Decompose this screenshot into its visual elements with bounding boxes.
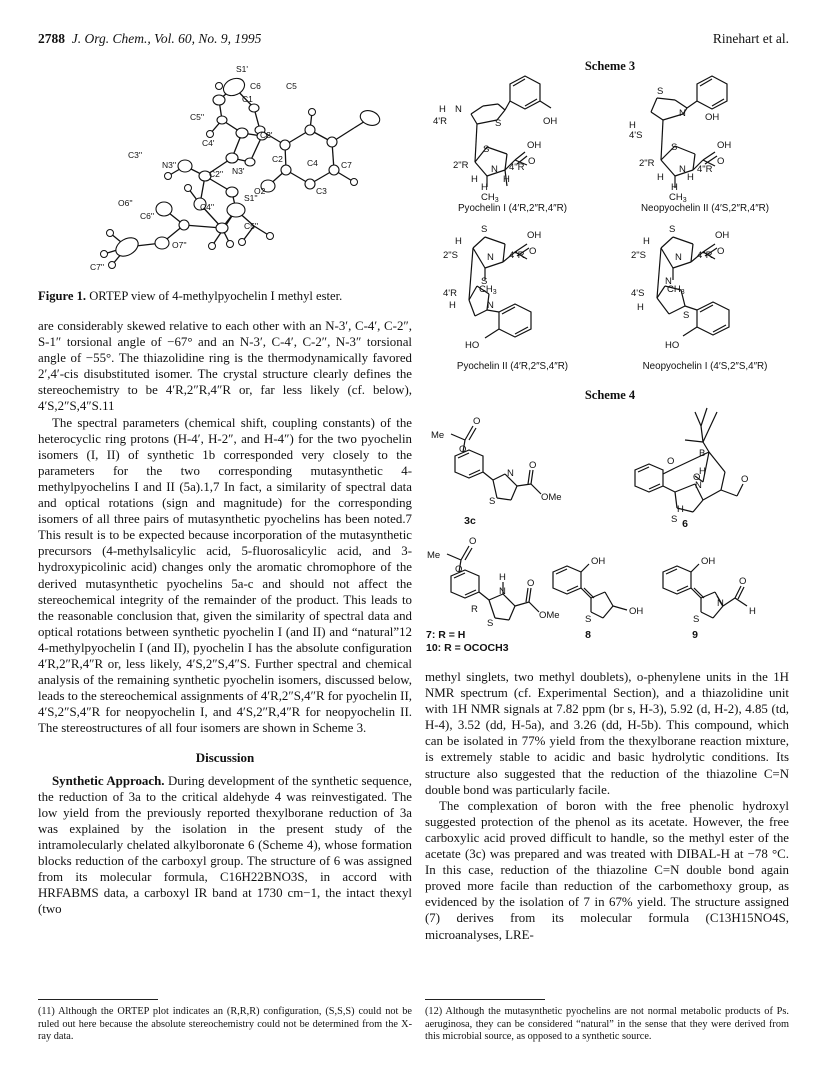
svg-text:S: S (487, 618, 494, 629)
figure-caption-text: ORTEP view of 4-methylpyochelin I methyl ester. (89, 289, 343, 303)
svg-text:CH3: $CH_3$ (669, 192, 687, 204)
svg-text:OH: OH (543, 116, 558, 127)
svg-text:H: H (637, 302, 644, 313)
svg-text:H: H (629, 120, 636, 131)
journal-citation: J. Org. Chem., Vol. 60, No. 9, 1995 (71, 31, 262, 46)
svg-text:4"R: 4"R (697, 250, 713, 261)
svg-text:OH: OH (717, 140, 732, 151)
svg-text:N: N (491, 164, 498, 175)
scheme4-title: Scheme 4 (584, 388, 636, 402)
svg-text:O: O (693, 472, 701, 483)
svg-text:S: S (657, 86, 664, 97)
svg-text:CH3: $CH_3$ (667, 284, 685, 296)
svg-text:H: H (471, 174, 478, 185)
compound-9-label: 9 (692, 629, 698, 641)
svg-text:4'S: 4'S (631, 288, 645, 299)
svg-text:O: O (717, 156, 725, 167)
svg-text:N: N (665, 276, 672, 287)
svg-text:O7'': O7'' (172, 240, 187, 250)
svg-text:CH3: $CH_3$ (479, 284, 497, 296)
compound-8-label: 8 (585, 629, 591, 641)
svg-text:C1: C1 (242, 94, 253, 104)
svg-text:2"S: 2"S (443, 250, 458, 261)
svg-text:R: R (471, 604, 478, 615)
svg-text:C7'': C7'' (90, 262, 105, 272)
svg-text:O: O (739, 576, 747, 587)
svg-text:4"R: 4"R (509, 250, 525, 261)
svg-text:N: N (507, 468, 514, 479)
left-paragraph-1: are considerably skewed relative to each other with an N-3′, C-4′, C-2″, S-1″ torsional angle of −67° and an N-3′, C-4′, C-2″, N-3″ torsional angle of −55°. The thiazolidine ring is the thermodynamically favored 2′,4′-cis disubstituted isomer. The crystal structure clearly defines the stereochemistry to be 4′R,2″R,4″R or, far less likely (cf. below), 4′S,2″S,4″S.11 (38, 319, 412, 414)
svg-text:N: N (487, 300, 494, 311)
figure-caption-label: Figure 1. (38, 289, 87, 303)
svg-text:CH3: $CH_3$ (481, 192, 499, 204)
svg-text:O: O (527, 578, 535, 589)
scheme3-title: Scheme 3 (584, 59, 636, 73)
svg-text:C3'': C3'' (128, 150, 143, 160)
svg-text:N: N (695, 480, 702, 491)
svg-text:N: N (487, 252, 494, 263)
svg-text:OH: OH (629, 606, 644, 617)
synthetic-approach-runin: Synthetic Approach. (52, 773, 165, 788)
svg-text:Me: Me (427, 550, 441, 561)
running-header-left (38, 31, 261, 47)
discussion-heading: Discussion (195, 750, 255, 766)
svg-text:C5'': C5'' (190, 112, 205, 122)
svg-text:N: N (675, 252, 682, 263)
svg-text:H: H (449, 300, 456, 311)
running-header-authors: Rinehart et al. (712, 31, 789, 46)
svg-text:S: S (483, 144, 490, 155)
right-paragraph-2: The complexation of boron with the free phenolic hydroxyl suggested protection of the phenol as its acetate. However, the free carboxylic acid proved difficult to handle, so the methyl ester of the acetate (3c) was prepared and was treated with DIBAL-H at −78 °C. In this case, reduction of the thiazoline C=N double bond again proved more facile than reduction of the carbomethoxy group, as evidenced by the isolation of 7 in 67% yield. The structure assigned (7) derives from its molecular formula (C13H15NO4S, microanalyses, LRE- (425, 798, 789, 942)
svg-text:S: S (669, 224, 676, 235)
svg-text:4'S: 4'S (629, 130, 643, 141)
svg-text:C5: C5 (286, 81, 297, 91)
scheme3-label-pyochelin-i: Pyochelin I (4′R,2″R,4″R) (458, 203, 567, 214)
svg-text:O: O (667, 456, 675, 467)
svg-text:B: B (699, 448, 706, 459)
svg-text:H: H (657, 172, 664, 183)
svg-text:H: H (643, 236, 650, 247)
svg-text:N: N (717, 598, 724, 609)
svg-text:HO: HO (465, 340, 480, 351)
svg-text:O: O (455, 564, 463, 575)
svg-text:S: S (671, 142, 678, 153)
compound-3c-label: 3c (464, 515, 476, 527)
svg-text:C2'': C2'' (209, 169, 224, 179)
svg-text:C4': C4' (202, 138, 215, 148)
svg-text:S: S (693, 614, 700, 625)
svg-text:OH: OH (527, 230, 542, 241)
svg-text:H: H (749, 606, 756, 617)
svg-text:C2': C2' (260, 130, 273, 140)
svg-text:C7: C7 (341, 160, 352, 170)
svg-text:4"R: 4"R (509, 162, 525, 173)
svg-text:C4: C4 (307, 158, 318, 168)
scheme3-structures (425, 72, 795, 382)
footnote-12: (12) Although the mutasynthetic pyochelins are not normal metabolic products of Ps. aeruginosa, they can be considered “natural” in the sense that they were derived from this microbial source, as opposed to a synthetic source. (425, 1006, 789, 1043)
svg-text:4'R: 4'R (443, 288, 457, 299)
footnote-11: (11) Although the ORTEP plot indicates an (R,R,R) configuration, (S,S,S) could not be ruled out here because the absolute stereochemistry could not be determined from the X-ray data. (38, 1006, 412, 1043)
svg-text:H: H (687, 172, 694, 183)
svg-text:C6'': C6'' (140, 211, 155, 221)
svg-text:O6'': O6'' (118, 198, 133, 208)
svg-text:S1': S1' (236, 64, 249, 74)
svg-text:O: O (528, 156, 536, 167)
svg-text:H: H (439, 104, 446, 115)
compound-10-label: 10: R = OCOCH3 (426, 642, 509, 654)
svg-text:N: N (455, 104, 462, 115)
svg-text:Me: Me (431, 430, 445, 441)
ortep-figure (72, 58, 402, 280)
compound-6-label: 6 (682, 518, 688, 530)
svg-text:O: O (529, 460, 537, 471)
svg-text:O: O (459, 444, 467, 455)
svg-text:O: O (469, 536, 477, 547)
left-column (38, 318, 412, 917)
footnote-rule-right (425, 999, 545, 1000)
scheme3-label-neopyochelin-ii: Neopyochelin II (4′S,2″R,4″R) (640, 203, 770, 214)
svg-text:4"R: 4"R (697, 164, 713, 175)
scheme3-label-neopyochelin-i: Neopyochelin I (4′S,2″S,4″R) (642, 361, 768, 372)
svg-text:H: H (455, 236, 462, 247)
svg-text:C3: C3 (316, 186, 327, 196)
svg-text:H: H (671, 182, 678, 193)
svg-text:O2: O2 (254, 186, 266, 196)
right-column (425, 669, 789, 943)
svg-text:OMe: OMe (541, 492, 562, 503)
svg-text:O: O (717, 246, 725, 257)
svg-text:S: S (585, 614, 592, 625)
svg-text:4'R: 4'R (433, 116, 447, 127)
svg-text:S: S (481, 224, 488, 235)
svg-text:H: H (699, 466, 706, 477)
compound-7-label: 7: R = H (426, 629, 466, 641)
svg-text:N: N (679, 164, 686, 175)
svg-text:S: S (489, 496, 496, 507)
svg-text:S1'': S1'' (244, 193, 258, 203)
svg-text:OH: OH (591, 556, 606, 567)
scheme3-label-pyochelin-ii: Pyochelin II (4′R,2″S,4″R) (456, 361, 569, 372)
svg-text:O: O (529, 246, 537, 257)
svg-text:S: S (495, 118, 502, 129)
svg-text:H: H (503, 174, 510, 185)
svg-text:H: H (481, 182, 488, 193)
svg-text:OH: OH (527, 140, 542, 151)
svg-text:N: N (499, 586, 506, 597)
svg-text:S: S (481, 276, 488, 287)
svg-text:HO: HO (665, 340, 680, 351)
svg-text:2"R: 2"R (453, 160, 469, 171)
svg-text:H: H (677, 504, 684, 515)
svg-text:S: S (683, 310, 690, 321)
figure-caption (38, 288, 412, 304)
svg-text:OH: OH (705, 112, 720, 123)
svg-text:C6: C6 (250, 81, 261, 91)
right-paragraph-1: methyl singlets, two methyl doublets), o-phenylene units in the 1H NMR spectrum (cf. Experimental Section), and a thiazolidine unit with 1H NMR signals at 7.82 ppm (br s, H-3), 5.92 (d, H-2), 4.85 (td, H-4), 3.52 (dd, H-5a), and 3.26 (dd, H-5b). This compound, which can be isolated in 77% yield from the thexylborane reaction mixture, is extremely stable to acidic and basic hydrolytic conditions. Its structure also suggested that the reduction of the thiazoline C=N double bond was particularly facile. (425, 670, 789, 797)
svg-text:OH: OH (715, 230, 730, 241)
svg-text:O: O (741, 474, 749, 485)
svg-text:C2: C2 (272, 154, 283, 164)
svg-text:S: S (671, 514, 678, 525)
svg-text:2"R: 2"R (639, 158, 655, 169)
svg-text:N3': N3' (232, 166, 245, 176)
svg-text:OMe: OMe (539, 610, 560, 621)
svg-text:C4'': C4'' (200, 202, 215, 212)
svg-text:N: N (679, 108, 686, 119)
left-paragraph-2: The spectral parameters (chemical shift, coupling constants) of the heterocyclic ring protons (H-4′, H-2″, and H-4″) for the two pyochelin isomers (I, II) of synthetic 1b corresponded very closely to the parameters for the two corresponding mutasynthetic 4-methylpyochelins I and II (5a).1,7 In fact, a similarity of spectral data and optical rotations (sign and magnitude) for the corresponding isomers of all three pairs of mutasynthetic pyochelins has been noted.7 This result is to be expected because incorporation of the mutasynthetic precursors (4-methylsalicylic acid, 5-fluorosalicylic acid, and 3-hydroxypicolinic acid) changes only the aromatic chromophore of the derived mutasynthetic pyochelins 5a-c and should not affect the stereochemical integrity of the remainder of the product. This leads to the reasonable conclusion that, given the similarity of spectral data and optical rotations between synthetic pyochelin I (and II) and “natural”12 4-methylpyochelin I (and II), pyochelin I has the absolute configuration 4′R,2″R,4″R or, less likely, 4′S,2″S,4″S. Further spectral and chemical analysis of the remaining synthetic pyochelin isomers, discussed below, leads to the stereochemical assignments of 4′R,2″S,4″R for pyochelin II, 4′S,2″S,4″R for neopyochelin I, and 4′S,2″R,4″R for neopyochelin II. The stereostructures of all four isomers are shown in Scheme 3. (38, 415, 412, 736)
svg-text:OH: OH (701, 556, 716, 567)
page-number: 2788 (38, 31, 65, 46)
footnote-rule-left (38, 999, 158, 1000)
svg-text:O: O (473, 416, 481, 427)
svg-text:H: H (499, 572, 506, 583)
svg-text:N3'': N3'' (162, 160, 177, 170)
svg-text:2"S: 2"S (631, 250, 646, 261)
svg-text:C5'': C5'' (244, 221, 259, 231)
left-paragraph-3: During development of the synthetic sequence, the reduction of 3a to the critical aldehyde 4 was reinvestigated. The low yield from the previously reported thexylborane reduction of 3a was explained by the isolation in the present study of the intramolecularly chelated alkylboronate 6 (Scheme 4), whose formation blocks reduction of the carboxyl group. The structure of 6 was assigned from its molecular formula, C16H22BNO3S, in accord with HRFABMS data, a carboxyl IR band at 1730 cm−1, the intact thexyl (two (38, 773, 413, 917)
